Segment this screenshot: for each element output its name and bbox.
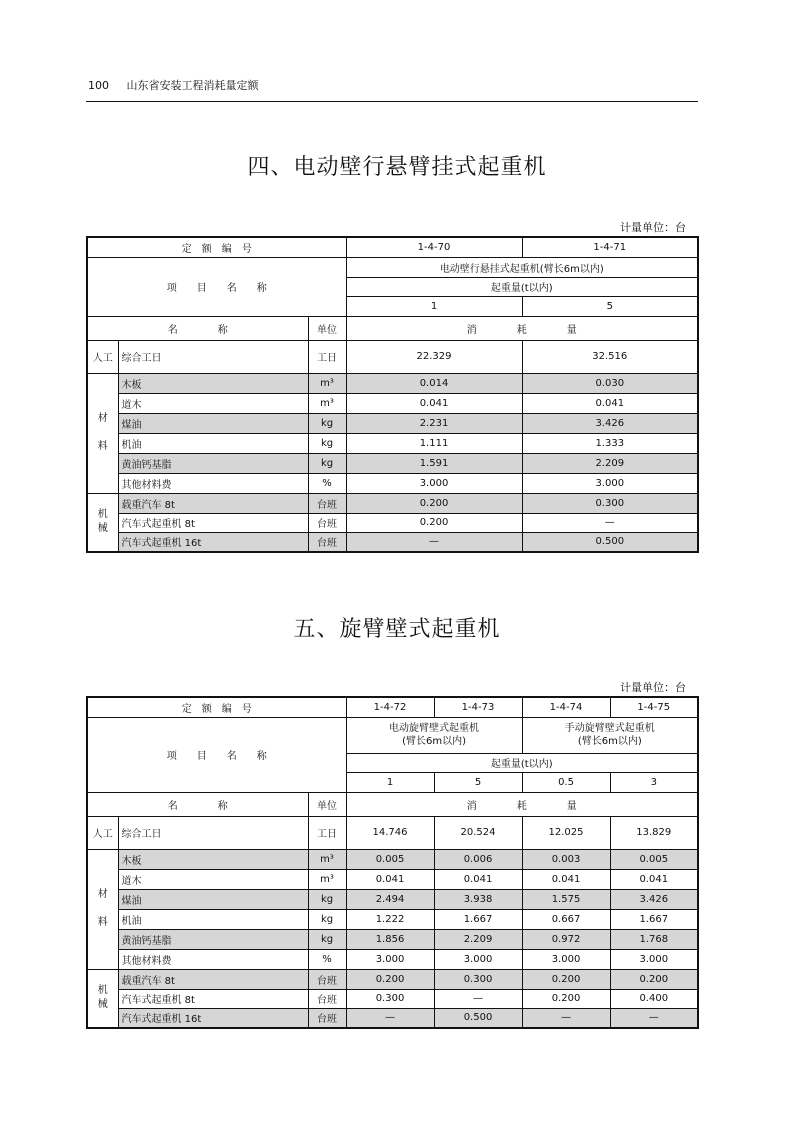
consumption-value: 3.000 <box>522 473 698 493</box>
group-name-sub: (臂长6m以内) <box>402 736 466 747</box>
resource-name: 汽车式起重机 16t <box>118 532 308 552</box>
consumption-value: — <box>610 1008 698 1028</box>
consumption-value: 22.329 <box>346 340 522 373</box>
consumption-value: 0.041 <box>346 869 434 889</box>
consumption-value: 14.746 <box>346 816 434 849</box>
category-labor: 人工 <box>87 340 118 373</box>
resource-unit: 台班 <box>308 1008 346 1028</box>
consumption-value: 3.000 <box>434 949 522 969</box>
consumption-value: 3.000 <box>610 949 698 969</box>
consumption-value: 3.426 <box>610 889 698 909</box>
capacity-value: 5 <box>522 296 698 316</box>
resource-name: 载重汽车 8t <box>118 969 308 989</box>
consumption-value: — <box>346 1008 434 1028</box>
category-materials <box>87 849 118 969</box>
book-title: 山东省安装工程消耗量定额 <box>126 79 259 92</box>
unit-column-header: 单位 <box>308 792 346 816</box>
capacity-value: 3 <box>610 772 698 792</box>
consumption-value: 12.025 <box>522 816 610 849</box>
section1-table <box>86 236 699 553</box>
group-name <box>522 717 698 753</box>
resource-name: 道木 <box>118 869 308 889</box>
resource-name: 煤油 <box>118 889 308 909</box>
resource-unit: kg <box>308 433 346 453</box>
consumption-value: 3.426 <box>522 413 698 433</box>
resource-name: 汽车式起重机 8t <box>118 513 308 532</box>
consumption-value: 1.667 <box>610 909 698 929</box>
quota-code-label: 定 额 编 号 <box>87 237 346 257</box>
resource-unit: kg <box>308 929 346 949</box>
section2-table <box>86 696 699 1029</box>
consumption-value: 0.400 <box>610 989 698 1008</box>
consumption-value: 3.938 <box>434 889 522 909</box>
resource-unit: kg <box>308 453 346 473</box>
category-machinery <box>87 493 118 552</box>
category-machinery <box>87 969 118 1028</box>
consumption-value: — <box>346 532 522 552</box>
quota-code: 1-4-75 <box>610 697 698 717</box>
resource-name: 汽车式起重机 8t <box>118 989 308 1008</box>
name-column-header: 名 称 <box>87 316 308 340</box>
resource-name: 黄油钙基脂 <box>118 453 308 473</box>
resource-unit: % <box>308 473 346 493</box>
category-labor: 人工 <box>87 816 118 849</box>
quota-code-label: 定 额 编 号 <box>87 697 346 717</box>
quota-code: 1-4-74 <box>522 697 610 717</box>
group-name-line: 手动旋臂壁式起重机 <box>564 723 655 734</box>
resource-unit: 台班 <box>308 989 346 1008</box>
resource-unit: 台班 <box>308 493 346 513</box>
consumption-value: 1.591 <box>346 453 522 473</box>
consumption-value: 0.041 <box>434 869 522 889</box>
resource-unit: 台班 <box>308 532 346 552</box>
consumption-value: 0.014 <box>346 373 522 393</box>
consumption-value: 3.000 <box>346 949 434 969</box>
consumption-value: 0.200 <box>346 969 434 989</box>
consumption-value: 0.006 <box>434 849 522 869</box>
consumption-value: 0.200 <box>522 969 610 989</box>
lift-capacity-label: 起重量(t以内) <box>346 753 698 772</box>
resource-name: 木板 <box>118 373 308 393</box>
quota-code: 1-4-72 <box>346 697 434 717</box>
section2-title: 五、旋臂壁式起重机 <box>293 617 501 642</box>
consumption-value: 1.333 <box>522 433 698 453</box>
resource-name: 煤油 <box>118 413 308 433</box>
lift-capacity-label: 起重量(t以内) <box>346 277 698 296</box>
resource-name: 综合工日 <box>118 340 308 373</box>
consumption-value: 0.200 <box>346 513 522 532</box>
quota-code: 1-4-70 <box>346 237 522 257</box>
consumption-value: 0.030 <box>522 373 698 393</box>
category-label: 机械 <box>97 509 108 535</box>
resource-unit: kg <box>308 889 346 909</box>
group-name-line: 电动旋臂壁式起重机 <box>389 723 480 734</box>
consumption-value: 3.000 <box>522 949 610 969</box>
consumption-value: 0.300 <box>522 493 698 513</box>
resource-unit: m³ <box>308 373 346 393</box>
consumption-header: 消 耗 量 <box>346 792 698 816</box>
section1-unit-label: 计量单位：台 <box>620 221 686 234</box>
consumption-value: 0.200 <box>346 493 522 513</box>
consumption-value: 0.300 <box>346 989 434 1008</box>
consumption-value: 20.524 <box>434 816 522 849</box>
consumption-value: 2.231 <box>346 413 522 433</box>
unit-column-header: 单位 <box>308 316 346 340</box>
section1-title: 四、电动壁行悬臂挂式起重机 <box>247 155 547 180</box>
consumption-value: 1.222 <box>346 909 434 929</box>
consumption-value: 0.300 <box>434 969 522 989</box>
consumption-header: 消 耗 量 <box>346 316 698 340</box>
resource-name: 黄油钙基脂 <box>118 929 308 949</box>
resource-name: 载重汽车 8t <box>118 493 308 513</box>
consumption-value: 0.500 <box>434 1008 522 1028</box>
header-rule <box>86 101 698 102</box>
category-label: 机械 <box>97 985 108 1011</box>
resource-unit: 工日 <box>308 816 346 849</box>
quota-code: 1-4-73 <box>434 697 522 717</box>
resource-name: 机油 <box>118 909 308 929</box>
consumption-value: 13.829 <box>610 816 698 849</box>
running-header <box>88 77 259 93</box>
category-label: 材料 <box>97 889 108 928</box>
consumption-value: 0.003 <box>522 849 610 869</box>
consumption-value: 1.768 <box>610 929 698 949</box>
resource-name: 其他材料费 <box>118 949 308 969</box>
consumption-value: 0.667 <box>522 909 610 929</box>
consumption-value: 32.516 <box>522 340 698 373</box>
category-label: 材料 <box>97 413 108 452</box>
consumption-value: 0.041 <box>346 393 522 413</box>
consumption-value: 2.209 <box>522 453 698 473</box>
capacity-value: 1 <box>346 296 522 316</box>
capacity-value: 0.5 <box>522 772 610 792</box>
item-name-label: 项 目 名 称 <box>87 257 346 316</box>
resource-name: 其他材料费 <box>118 473 308 493</box>
page-number: 100 <box>88 79 109 92</box>
resource-unit: m³ <box>308 393 346 413</box>
category-materials <box>87 373 118 493</box>
resource-name: 机油 <box>118 433 308 453</box>
consumption-value: 1.575 <box>522 889 610 909</box>
resource-unit: 台班 <box>308 513 346 532</box>
consumption-value: 2.494 <box>346 889 434 909</box>
resource-unit: m³ <box>308 869 346 889</box>
consumption-value: 0.041 <box>610 869 698 889</box>
consumption-value: 0.005 <box>610 849 698 869</box>
resource-unit: kg <box>308 413 346 433</box>
consumption-value: — <box>434 989 522 1008</box>
consumption-value: 3.000 <box>346 473 522 493</box>
section2-unit-label: 计量单位：台 <box>620 681 686 694</box>
consumption-value: 0.972 <box>522 929 610 949</box>
consumption-value: 0.041 <box>522 393 698 413</box>
resource-unit: % <box>308 949 346 969</box>
consumption-value: 1.111 <box>346 433 522 453</box>
consumption-value: 1.667 <box>434 909 522 929</box>
item-name-label: 项 目 名 称 <box>87 717 346 792</box>
consumption-value: — <box>522 1008 610 1028</box>
consumption-value: 0.005 <box>346 849 434 869</box>
resource-unit: kg <box>308 909 346 929</box>
quota-code: 1-4-71 <box>522 237 698 257</box>
resource-unit: 工日 <box>308 340 346 373</box>
group-name <box>346 717 522 753</box>
name-column-header: 名 称 <box>87 792 308 816</box>
capacity-value: 5 <box>434 772 522 792</box>
resource-name: 综合工日 <box>118 816 308 849</box>
resource-unit: m³ <box>308 849 346 869</box>
consumption-value: 2.209 <box>434 929 522 949</box>
resource-unit: 台班 <box>308 969 346 989</box>
capacity-value: 1 <box>346 772 434 792</box>
group-name-sub: (臂长6m以内) <box>577 736 642 747</box>
resource-name: 道木 <box>118 393 308 413</box>
resource-name: 汽车式起重机 16t <box>118 1008 308 1028</box>
consumption-value: 0.200 <box>610 969 698 989</box>
consumption-value: 0.200 <box>522 989 610 1008</box>
consumption-value: 0.041 <box>522 869 610 889</box>
consumption-value: 1.856 <box>346 929 434 949</box>
resource-name: 木板 <box>118 849 308 869</box>
group-name: 电动壁行悬挂式起重机(臂长6m以内) <box>346 257 698 277</box>
consumption-value: — <box>522 513 698 532</box>
consumption-value: 0.500 <box>522 532 698 552</box>
